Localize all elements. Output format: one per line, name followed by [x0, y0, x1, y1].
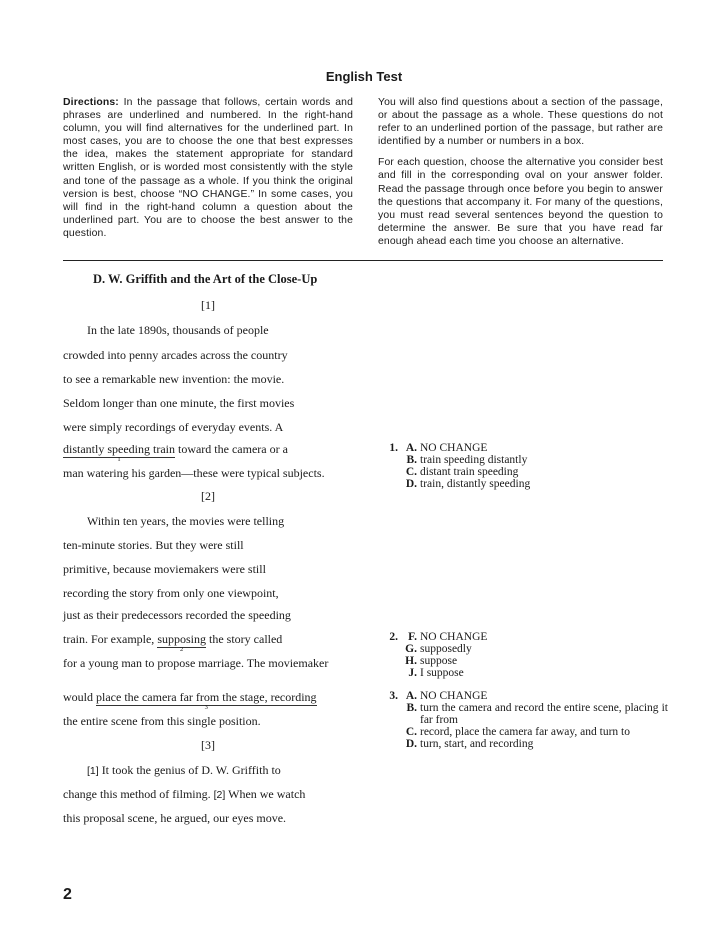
- question-2: [378, 631, 668, 679]
- page-number: 2: [63, 886, 72, 903]
- underlined-part-1: distantly speeding train 1: [63, 442, 175, 463]
- answer-option[interactable]: C. record, place the camera far away, and turn to: [405, 726, 630, 738]
- answer-option[interactable]: B. turn the camera and record the entire scene, placing it far from: [406, 702, 668, 726]
- answer-option[interactable]: 1. A. NO CHANGE: [378, 442, 668, 454]
- passage-line: this proposal scene, he argued, our eyes move.: [63, 811, 287, 825]
- question-number: 1.: [389, 442, 398, 454]
- directions-right-paragraph-2: For each question, choose the alternative you consider best and fill in the corresponding oval on your answer folder. Read the passage through once before you begin to answer the questions that accompany it. For many of the questions, you must read several sentences beyond the question to determine the answer. Be sure that you have read far enough ahead each time you choose an alternative.: [378, 157, 663, 247]
- passage-line: the entire scene from this single position.: [63, 714, 261, 728]
- passage-line: for a young man to propose marriage. The moviemaker: [63, 656, 329, 670]
- passage-line: crowded into penny arcades across the country: [63, 348, 288, 362]
- answer-option[interactable]: D. turn, start, and recording: [405, 738, 534, 750]
- answer-option[interactable]: D. train, distantly speeding: [405, 478, 531, 490]
- passage-line: just as their predecessors recorded the speeding: [63, 608, 291, 622]
- answer-option[interactable]: G. supposedly: [405, 643, 472, 655]
- passage-line: were simply recordings of everyday events. A: [63, 420, 284, 434]
- directions-left-column: [63, 96, 353, 248]
- question-3: [378, 690, 668, 750]
- passage-line: would place the camera far from the stage, recording 3: [63, 690, 317, 711]
- answer-option[interactable]: H. suppose: [405, 655, 458, 667]
- directions-label: Directions:: [63, 97, 119, 108]
- question-number: 2.: [389, 631, 398, 643]
- directions-right-paragraph-1: You will also find questions about a section of the passage, or about the passage as a whole. These questions do not refer to an underlined portion of the passage, but rather are identified by a number or numbers in a box.: [378, 97, 663, 148]
- directions-right-column: [378, 96, 663, 256]
- underlined-part-2: supposing 2: [157, 632, 206, 653]
- passage-line: [1] It took the genius of D. W. Griffith to: [87, 763, 281, 777]
- passage-line: to see a remarkable new invention: the movie.: [63, 372, 285, 386]
- passage-line: ten-minute stories. But they were still: [63, 538, 244, 552]
- page-title: English Test: [325, 69, 403, 84]
- paragraph-marker-2: [2]: [201, 489, 215, 503]
- answer-option[interactable]: C. distant train speeding: [405, 466, 519, 478]
- sentence-marker-1: [1]: [87, 765, 99, 777]
- passage-line: Seldom longer than one minute, the first movies: [63, 396, 295, 410]
- passage-line: distantly speeding train 1 toward the camera or a: [63, 442, 288, 463]
- underline-number-2: 2: [180, 646, 184, 653]
- answer-option[interactable]: J. I suppose: [408, 667, 464, 679]
- passage-line: Within ten years, the movies were telling: [87, 514, 285, 528]
- passage-line: man watering his garden—these were typical subjects.: [63, 466, 325, 480]
- underlined-part-3: place the camera far from the stage, recording 3: [96, 690, 317, 711]
- question-number: 3.: [389, 690, 398, 702]
- section-divider: [63, 260, 663, 261]
- answer-option[interactable]: 3. A. NO CHANGE: [378, 690, 668, 702]
- passage-title: D. W. Griffith and the Art of the Close-Up: [93, 272, 318, 286]
- passage-line: In the late 1890s, thousands of people: [87, 323, 269, 337]
- answer-option[interactable]: B. train speeding distantly: [406, 454, 528, 466]
- paragraph-marker-3: [3]: [201, 738, 215, 752]
- paragraph-marker-1: [1]: [201, 298, 215, 312]
- underline-number-3: 3: [204, 704, 208, 711]
- directions-left-text: In the passage that follows, certain words and phrases are underlined and numbered. In the right-hand column, you will find alternatives for the underlined part. In most cases, you are to choose the one that best expresses the idea, makes the statement appropriate for standard written English, or is worded most consistently with the style and tone of the passage as a whole. If you think the original version is best, choose “NO CHANGE.” In some cases, you will find in the right-hand column a question about the underlined part. You are to choose the best answer to the question.: [63, 97, 353, 239]
- passage-line: recording the story from only one viewpoint,: [63, 586, 279, 600]
- answer-option[interactable]: 2. F. NO CHANGE: [378, 631, 668, 643]
- passage-line: change this method of filming. [2] When we watch: [63, 787, 306, 801]
- passage-line: train. For example, supposing 2 the story called: [63, 632, 283, 653]
- underline-number-1: 1: [117, 456, 121, 463]
- passage-line: primitive, because moviemakers were still: [63, 562, 266, 576]
- question-1: [378, 442, 668, 490]
- sentence-marker-2: [2]: [213, 789, 226, 801]
